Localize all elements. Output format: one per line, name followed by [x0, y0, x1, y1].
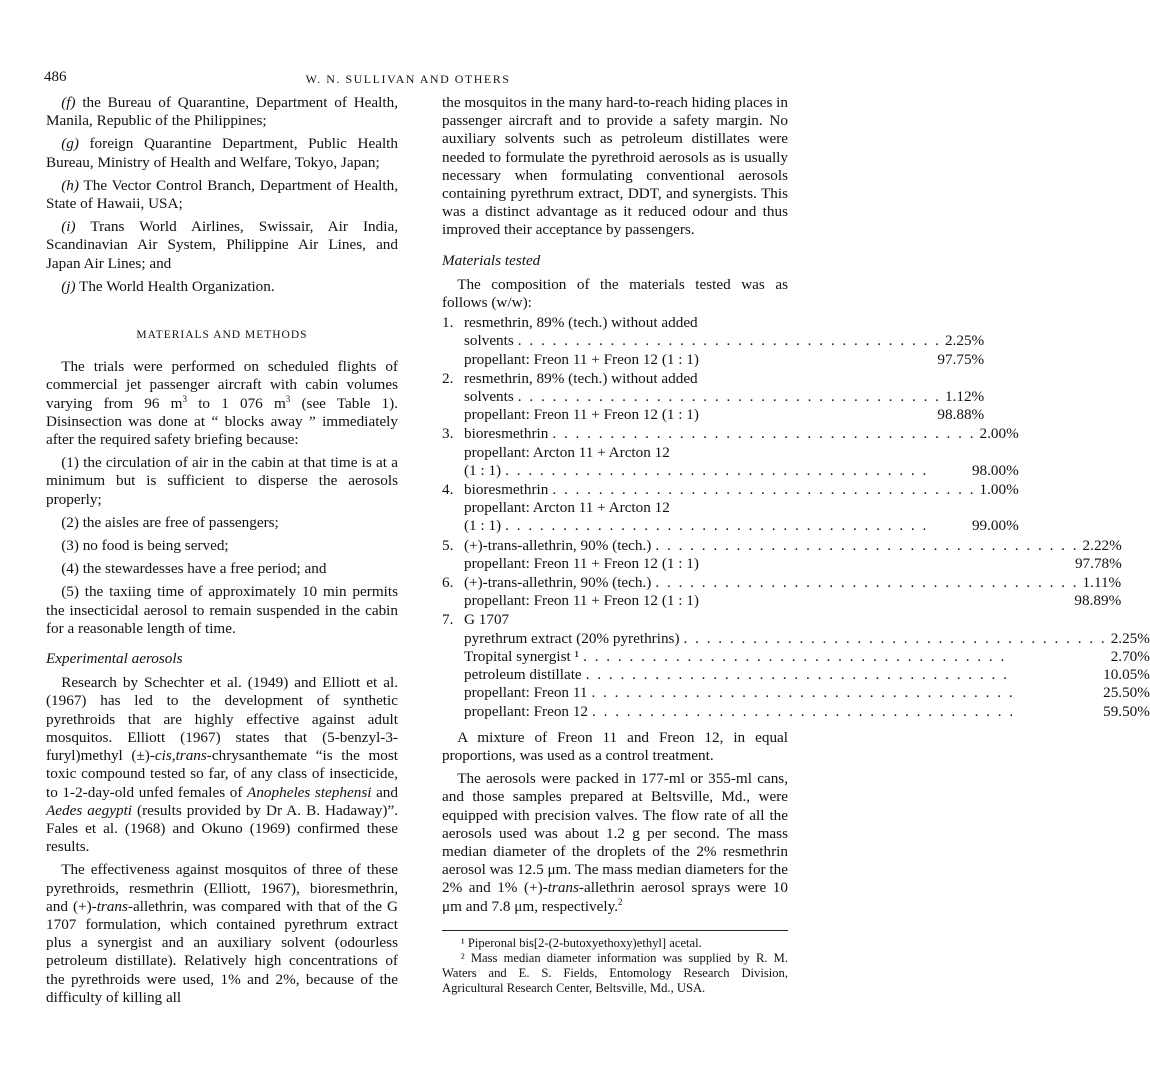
component-label: bioresmethrin — [464, 481, 549, 499]
component-label: propellant: Freon 11 — [464, 684, 588, 702]
dot-leader — [651, 537, 1078, 555]
item-label: (f) — [61, 94, 76, 111]
material-row — [464, 592, 1121, 610]
list-item-h — [46, 177, 398, 213]
material-item — [442, 536, 1122, 573]
item-text: the Bureau of Quarantine, Department of Health, Manila, Republic of the Philippines; — [46, 94, 398, 130]
dot-leader — [699, 351, 933, 369]
component-label: (+)-trans-allethrin, 90% (tech.) — [464, 536, 652, 554]
material-row — [464, 370, 984, 388]
footnote-2: ² Mass median diameter information was supplied by R. M. Waters and E. S. Fields, Entomology Research Division, Agricultural Research Center, Beltsville, Md., USA. — [442, 950, 788, 995]
dot-leader — [514, 388, 941, 406]
item-label: (i) — [61, 218, 76, 236]
item-text: The Vector Control Branch, Department of Health, State of Hawaii, USA; — [46, 176, 398, 213]
material-row — [464, 703, 1150, 721]
material-row — [464, 425, 1019, 443]
composition-intro: The composition of the materials tested was as follows (w/w): — [442, 275, 788, 312]
component-percentage — [980, 370, 984, 388]
subheading-experimental-aerosols: Experimental aerosols — [46, 650, 183, 668]
reason-item: (3) no food is being served; — [61, 537, 229, 555]
component-label: G 1707 — [464, 611, 510, 629]
component-percentage: 1.12% — [944, 388, 985, 406]
material-body — [464, 481, 1019, 536]
component-label: propellant: Freon 11 + Freon 12 (1 : 1) — [464, 554, 699, 572]
component-label: pyrethrum extract (20% pyrethrins) — [464, 629, 680, 647]
component-label: propellant: Freon 11 + Freon 12 (1 : 1) — [464, 350, 699, 368]
text: trans — [96, 897, 128, 915]
material-row — [464, 648, 1150, 666]
dot-leader — [501, 462, 968, 480]
item-text: foreign Quarantine Department, Public Health Bureau, Ministry of Health and Welfare, Tokyo, Japan; — [46, 135, 398, 171]
component-percentage: 99.00% — [971, 517, 1019, 535]
materials-list — [442, 314, 1150, 720]
component-label: (+)-trans-allethrin, 90% (tech.) — [464, 574, 652, 592]
component-label: solvents — [464, 332, 514, 350]
component-label: Tropital synergist ¹ — [464, 647, 580, 665]
component-percentage: 2.25% — [1110, 629, 1150, 647]
footnotes — [442, 936, 788, 996]
dot-leader — [548, 425, 975, 443]
dot-leader — [698, 370, 981, 388]
component-percentage: 98.89% — [1074, 592, 1122, 610]
material-item — [442, 611, 1150, 720]
material-number: 5. — [442, 536, 454, 554]
component-percentage — [1015, 499, 1019, 517]
list-item-j — [46, 278, 398, 296]
item-label: (g) — [61, 135, 79, 153]
reason-item: (1) the circulation of air in the cabin at that time is at a minimum but is sufficient to disperse the aerosols properly; — [46, 454, 398, 508]
component-label: (1 : 1) — [464, 461, 502, 479]
material-row — [464, 630, 1150, 648]
component-percentage: 59.50% — [1103, 702, 1150, 720]
text: Research by Schechter et al. (1949) and Elliott et al. (1967) has led to the development of synthetic pyrethroids that are highly effective against adult mosquitos. Elliott (1967) states that (5-benzyl-3-furyl)methyl (±)- — [46, 674, 398, 765]
component-percentage: 2.22% — [1082, 536, 1122, 554]
component-percentage: 2.70% — [1110, 647, 1150, 665]
text: (results provided by Dr A. B. Hadaway)”. Fales et al. (1968) and Okuno (1969) confirmed these results. — [46, 801, 398, 856]
component-percentage: 97.75% — [937, 350, 985, 368]
text: -chrysanthemate “is the most toxic compound tested so far, of any class of insecticide, to 1-2-day-old unfed females of — [46, 747, 398, 801]
dot-leader — [587, 684, 1099, 702]
text: The trials were performed on scheduled flights of commercial jet passenger aircraft with cabin volumes varying from 96 m — [46, 358, 398, 412]
material-row — [464, 351, 984, 369]
item-label: (j) — [61, 277, 76, 295]
trials-paragraph — [46, 358, 398, 449]
list-item-f — [46, 94, 398, 130]
list-item-g — [46, 135, 398, 171]
list-item-i — [46, 218, 398, 273]
material-item — [442, 425, 1019, 480]
material-item — [442, 369, 985, 425]
component-label: solvents — [464, 388, 514, 406]
reason-item: (4) the stewardesses have a free period; and — [61, 560, 327, 578]
component-percentage: 1.00% — [979, 481, 1019, 499]
component-percentage: 2.25% — [944, 332, 985, 350]
material-number: 1. — [442, 314, 454, 332]
material-body — [464, 314, 984, 369]
component-label: petroleum distillate — [464, 666, 582, 684]
material-number: 6. — [442, 574, 454, 592]
material-row — [464, 444, 1019, 462]
material-row — [464, 314, 984, 332]
section-heading: MATERIALS AND METHODS — [136, 329, 308, 342]
continuation-paragraph: the mosquitos in the many hard-to-reach hiding places in passenger aircraft and to provide a safety margin. No auxiliary solvents such as petroleum distillates were needed to formulate the pyrethroid aerosols as is usually necessary when formulating conventional aerosols containing pyrethrum extract, DDT, and synergists. This was a distinct advantage as it reduced odour and thus improved their acceptance by passengers. — [442, 94, 788, 239]
material-number: 2. — [442, 369, 454, 387]
material-row — [464, 388, 984, 406]
species-name: Aedes aegypti — [46, 801, 133, 819]
material-body — [464, 537, 1122, 573]
material-body — [464, 611, 1150, 720]
material-number: 7. — [442, 611, 454, 629]
component-percentage: 2.00% — [979, 425, 1019, 443]
dot-leader — [588, 703, 1099, 721]
component-percentage — [1015, 444, 1019, 462]
dot-leader — [514, 332, 941, 350]
text: and — [371, 783, 398, 801]
material-number: 3. — [442, 425, 454, 443]
dot-leader — [579, 648, 1107, 666]
text: The aerosols were packed in 177-ml or 355-ml cans, and those samples prepared at Beltsville, Md., were equipped with precision valves. The flow rate of all the aerosols used was about 1.2 g per second. The mass median diameter of the droplets of the 2% resmethrin aerosol was 12.5 μm. The mass median diameters for the 2% and 1% (+)- — [442, 770, 788, 897]
component-percentage: 97.78% — [1074, 554, 1122, 572]
item-label: (h) — [61, 176, 79, 194]
dot-leader — [509, 611, 1146, 629]
component-label: propellant: Arcton 11 + Arcton 12 — [464, 443, 670, 461]
component-label: propellant: Freon 11 + Freon 12 (1 : 1) — [464, 406, 699, 424]
right-column — [442, 94, 1150, 996]
reason-item: (2) the aisles are free of passengers; — [61, 513, 279, 531]
material-number: 4. — [442, 481, 454, 499]
footnote-1: ¹ Piperonal bis[2-(2-butoxyethoxy)ethyl] acetal. — [460, 935, 702, 950]
component-label: bioresmethrin — [464, 425, 549, 443]
running-head: W. N. SULLIVAN AND OTHERS — [305, 72, 511, 86]
dot-leader — [698, 314, 981, 332]
material-row — [464, 574, 1121, 592]
species-name: Anopheles stephensi — [247, 783, 372, 801]
left-column — [46, 94, 398, 1007]
material-row — [464, 481, 1019, 499]
effectiveness-paragraph — [46, 861, 398, 1007]
material-row — [464, 684, 1150, 702]
research-paragraph — [46, 674, 398, 856]
dot-leader — [699, 592, 1070, 610]
dot-leader — [548, 481, 975, 499]
dot-leader — [582, 666, 1099, 684]
component-label: propellant: Freon 12 — [464, 702, 589, 720]
component-label: propellant: Arcton 11 + Arcton 12 — [464, 499, 670, 517]
text: (see Table 1). Disinsection was done at “ blocks away ” immediately after the required safety briefing because: — [46, 394, 398, 449]
text: cis — [154, 747, 172, 765]
material-row — [464, 462, 1019, 480]
material-row — [464, 406, 984, 424]
mixture-paragraph: A mixture of Freon 11 and Freon 12, in equal proportions, was used as a control treatment. — [442, 728, 788, 764]
material-body — [464, 574, 1121, 610]
footnote-divider — [442, 930, 788, 931]
dot-leader — [680, 630, 1107, 648]
material-body — [464, 370, 984, 425]
material-row — [464, 517, 1019, 535]
material-row — [464, 555, 1122, 573]
material-item — [442, 481, 1019, 536]
component-label: propellant: Freon 11 + Freon 12 (1 : 1) — [464, 592, 699, 610]
component-label: resmethrin, 89% (tech.) without added — [464, 369, 698, 387]
item-text: Trans World Airlines, Swissair, Air India, Scandinavian Air System, Philippine Air Lines, and Japan Air Lines; and — [46, 218, 398, 272]
component-percentage: 1.11% — [1082, 574, 1122, 592]
page-number: 486 — [44, 69, 67, 85]
component-percentage — [980, 314, 984, 332]
dot-leader — [699, 406, 933, 424]
text: -allethrin aerosol sprays were 10 μm and 7.8 μm, respectively. — [442, 879, 788, 915]
subheading-materials-tested: Materials tested — [442, 251, 541, 269]
text: -allethrin, was compared with that of the G 1707 formulation, which contained pyrethrum extract plus a synergist and an auxiliary solvent (odourless petroleum distillate). Relatively high concentrations of the pyrethroids were used, 1% and 2%, because of the difficulty of killing all — [46, 897, 399, 1006]
component-percentage — [1146, 611, 1150, 629]
superscript: 3 — [285, 393, 291, 404]
dot-leader — [651, 574, 1078, 592]
material-body — [464, 425, 1019, 480]
material-row — [464, 499, 1019, 517]
text: The effectiveness against mosquitos of three of these pyrethroids, resmethrin (Elliott, 1967), bioresmethrin, and (+)- — [46, 861, 398, 915]
text: trans — [547, 879, 579, 897]
component-percentage: 10.05% — [1103, 666, 1150, 684]
material-row — [464, 666, 1150, 684]
footnote-ref: 2 — [618, 896, 623, 907]
material-row — [464, 611, 1150, 629]
superscript: 3 — [182, 393, 187, 404]
text: , — [171, 747, 176, 765]
text: trans — [175, 747, 207, 765]
material-item — [442, 314, 985, 369]
item-text: The World Health Organization. — [75, 277, 275, 295]
component-label: (1 : 1) — [464, 517, 502, 535]
aerosols-paragraph — [442, 770, 788, 916]
dot-leader — [670, 499, 1015, 517]
dot-leader — [699, 555, 1071, 573]
reason-item: (5) the taxiing time of approximately 10 min permits the insecticidal aerosol to remain suspended in the cabin for a reasonable length of time. — [46, 583, 398, 637]
dot-leader — [670, 444, 1015, 462]
material-row — [464, 332, 984, 350]
material-row — [464, 537, 1122, 555]
component-percentage: 98.00% — [971, 461, 1019, 479]
component-percentage: 25.50% — [1103, 684, 1150, 702]
dot-leader — [501, 517, 968, 535]
text: to 1 076 m — [187, 394, 286, 412]
component-label: resmethrin, 89% (tech.) without added — [464, 314, 698, 332]
component-percentage: 98.88% — [937, 406, 985, 424]
material-item — [442, 574, 1122, 610]
